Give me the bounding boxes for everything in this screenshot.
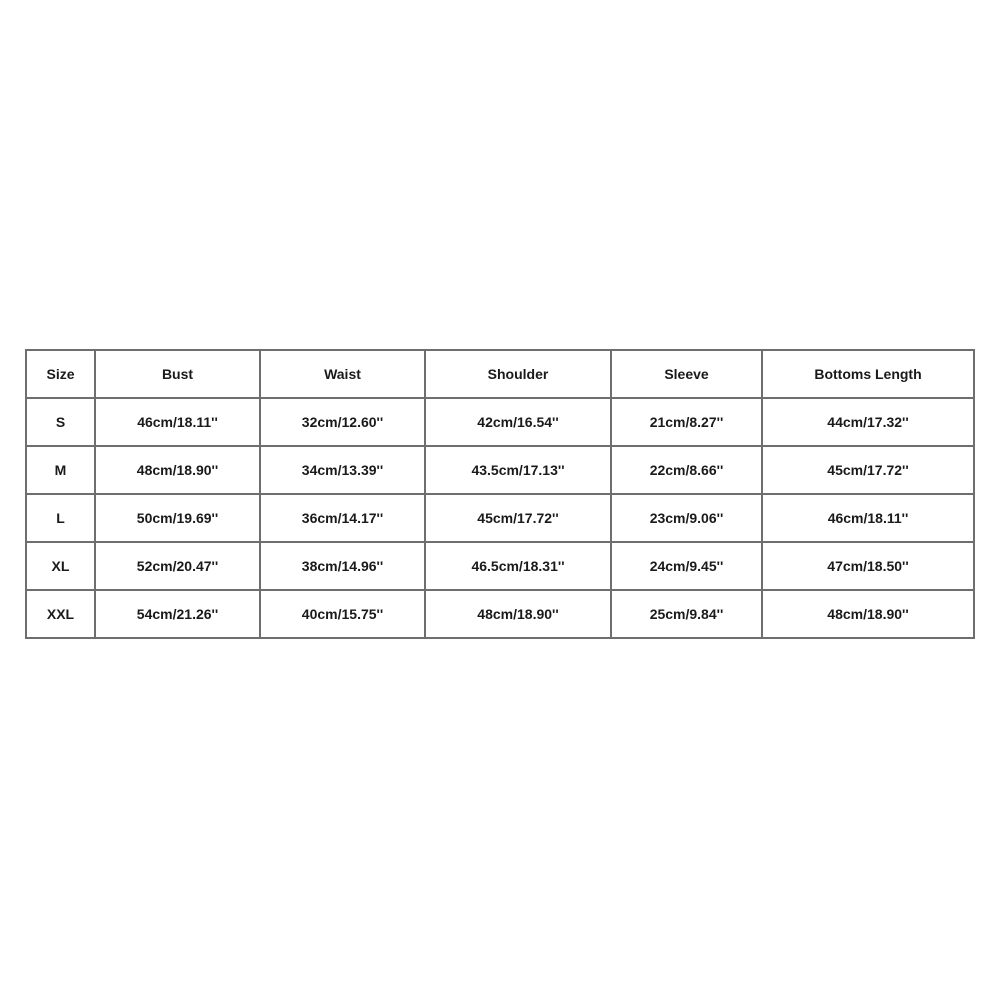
cell-shoulder: 45cm/17.72'' <box>426 495 612 543</box>
cell-size: XL <box>27 543 96 591</box>
cell-sleeve: 23cm/9.06'' <box>612 495 763 543</box>
table-row <box>27 447 975 495</box>
cell-waist: 32cm/12.60'' <box>261 399 426 447</box>
header-bust: Bust <box>96 351 261 399</box>
cell-bust: 52cm/20.47'' <box>96 543 261 591</box>
cell-bust: 50cm/19.69'' <box>96 495 261 543</box>
cell-sleeve: 22cm/8.66'' <box>612 447 763 495</box>
header-row <box>27 351 975 399</box>
cell-waist: 36cm/14.17'' <box>261 495 426 543</box>
cell-size: M <box>27 447 96 495</box>
cell-sleeve: 24cm/9.45'' <box>612 543 763 591</box>
table-row <box>27 399 975 447</box>
header-size: Size <box>27 351 96 399</box>
cell-sleeve: 21cm/8.27'' <box>612 399 763 447</box>
cell-shoulder: 42cm/16.54'' <box>426 399 612 447</box>
cell-waist: 34cm/13.39'' <box>261 447 426 495</box>
cell-bust: 46cm/18.11'' <box>96 399 261 447</box>
cell-bottoms-length: 48cm/18.90'' <box>763 591 975 639</box>
header-shoulder: Shoulder <box>426 351 612 399</box>
cell-bottoms-length: 46cm/18.11'' <box>763 495 975 543</box>
size-chart-header <box>27 351 975 399</box>
cell-bottoms-length: 44cm/17.32'' <box>763 399 975 447</box>
cell-bottoms-length: 45cm/17.72'' <box>763 447 975 495</box>
table-row <box>27 543 975 591</box>
cell-bust: 54cm/21.26'' <box>96 591 261 639</box>
table-row <box>27 591 975 639</box>
cell-waist: 38cm/14.96'' <box>261 543 426 591</box>
header-waist: Waist <box>261 351 426 399</box>
cell-bottoms-length: 47cm/18.50'' <box>763 543 975 591</box>
cell-shoulder: 46.5cm/18.31'' <box>426 543 612 591</box>
cell-sleeve: 25cm/9.84'' <box>612 591 763 639</box>
cell-bust: 48cm/18.90'' <box>96 447 261 495</box>
cell-size: S <box>27 399 96 447</box>
cell-shoulder: 43.5cm/17.13'' <box>426 447 612 495</box>
cell-size: XXL <box>27 591 96 639</box>
header-bottoms-length: Bottoms Length <box>763 351 975 399</box>
header-sleeve: Sleeve <box>612 351 763 399</box>
size-chart-body <box>27 399 975 639</box>
cell-size: L <box>27 495 96 543</box>
table-row <box>27 495 975 543</box>
size-chart-table <box>25 349 975 639</box>
cell-waist: 40cm/15.75'' <box>261 591 426 639</box>
cell-shoulder: 48cm/18.90'' <box>426 591 612 639</box>
